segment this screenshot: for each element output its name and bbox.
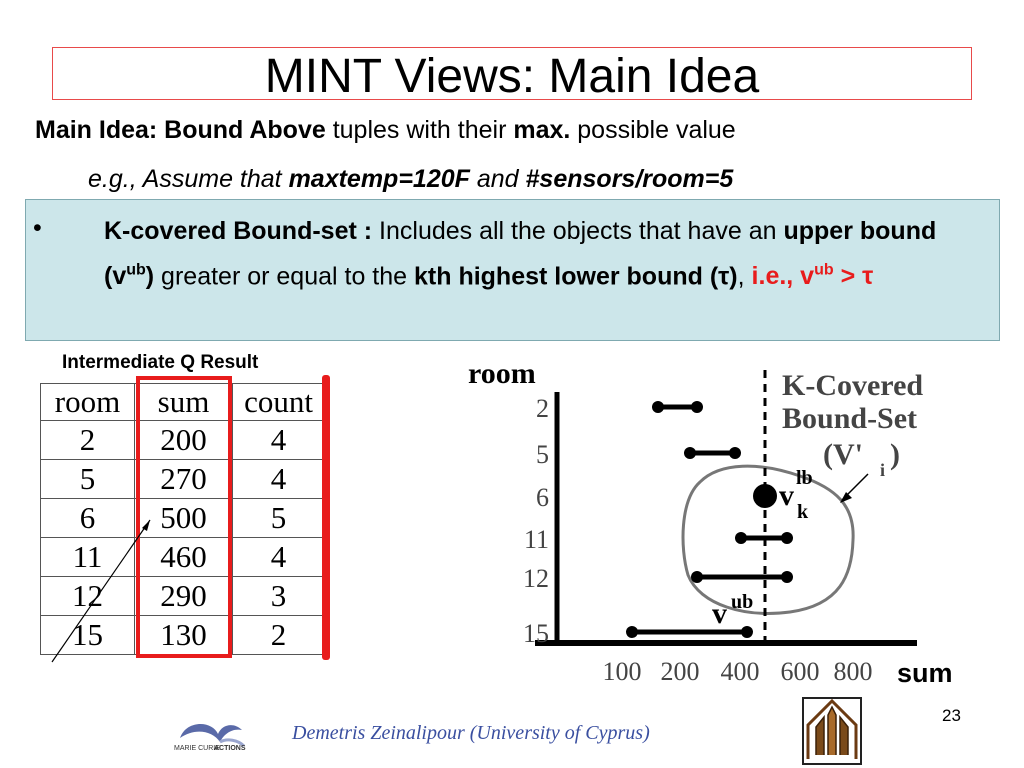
definition-term: K-covered Bound-set : <box>104 217 373 245</box>
header-sum: sum <box>135 384 233 421</box>
cell-sum: 290 <box>135 577 233 616</box>
interval-lower-end <box>652 401 664 413</box>
vk-superscript: lb <box>796 467 813 489</box>
x-tick-label: 600 <box>780 657 820 686</box>
interval-upper-end <box>781 571 793 583</box>
cell-room: 11 <box>41 538 135 577</box>
main-idea-bold: Main Idea: Bound Above <box>35 116 326 144</box>
y-tick-label: 12 <box>523 564 549 593</box>
example-maxtemp: maxtemp=120F <box>288 165 470 193</box>
cell-count: 4 <box>233 460 325 499</box>
bound-set-arrow-head <box>840 492 852 503</box>
y-axis-title: room <box>468 357 536 390</box>
main-idea-max: max. <box>513 116 571 144</box>
cell-count: 4 <box>233 538 325 577</box>
header-room: room <box>41 384 135 421</box>
bound-set-label-2: Bound-Set <box>782 402 918 435</box>
definition-text-3: , <box>737 262 752 291</box>
cell-room: 12 <box>41 577 135 616</box>
header-count: count <box>233 384 325 421</box>
cell-sum: 460 <box>135 538 233 577</box>
interval-lower-end <box>691 571 703 583</box>
interval-marks <box>626 401 793 638</box>
cell-sum: 200 <box>135 421 233 460</box>
vub-superscript: ub <box>731 591 754 613</box>
vub-label: v <box>712 597 727 630</box>
logo-text-1: MARIE CURIE <box>174 745 220 752</box>
interval-upper-end <box>691 401 703 413</box>
university-seal-logo <box>802 697 862 765</box>
bound-set-label-3: (V' <box>823 438 863 471</box>
cell-sum: 130 <box>135 616 233 655</box>
marie-curie-logo <box>172 716 254 756</box>
upper-bound-term: upper bound $(v^{ub})$ <box>104 217 937 291</box>
definition-text-2: greater or equal to the <box>154 262 414 291</box>
x-tick-label: 200 <box>660 657 700 686</box>
lower-bound-term: kth highest lower bound (τ) <box>414 262 738 291</box>
cell-room: 6 <box>41 499 135 538</box>
bound-set-subscript: i <box>880 460 886 480</box>
interval-upper-end <box>729 447 741 459</box>
x-tick-label: 400 <box>720 657 760 686</box>
definition-text-1: Includes all the objects that have an <box>372 217 784 245</box>
interval-lower-end <box>684 447 696 459</box>
cell-sum: 270 <box>135 460 233 499</box>
interval-lower-end <box>626 626 638 638</box>
pointer-arrow <box>52 520 150 662</box>
cell-count: 4 <box>233 421 325 460</box>
footer-author: Demetris Zeinalipour (University of Cyprus) <box>292 722 650 744</box>
example-text-1: e.g., Assume that <box>88 165 289 193</box>
slide-title: MINT Views: Main Idea <box>52 47 972 100</box>
y-tick-label: 15 <box>523 619 549 648</box>
example-text-2: and <box>469 165 526 193</box>
x-tick-label: 100 <box>602 657 642 686</box>
vk-subscript: k <box>797 501 809 523</box>
main-idea-text: tuples with their <box>325 116 514 144</box>
table-caption: Intermediate Q Result <box>62 352 259 373</box>
vk-label: v <box>779 479 794 512</box>
x-axis-title: sum <box>897 658 953 688</box>
y-tick-label: 5 <box>536 440 549 469</box>
bound-set-close: ) <box>890 438 900 471</box>
bullet-dot: • <box>33 214 42 242</box>
cell-count: 5 <box>233 499 325 538</box>
cell-sum: 500 <box>135 499 233 538</box>
bound-set-label-1: K-Covered <box>782 369 924 402</box>
interval-upper-end <box>781 532 793 544</box>
page-number: 23 <box>942 706 961 725</box>
interval-upper-end <box>741 626 753 638</box>
y-tick-labels <box>523 394 549 648</box>
cell-room: 15 <box>41 616 135 655</box>
condition-text: i.e., $v^{ub} > \tau$ <box>751 262 874 291</box>
example-sensors: #sensors/room=5 <box>525 165 734 193</box>
x-tick-label: 800 <box>833 657 873 686</box>
main-idea-text-end: possible value <box>570 116 736 144</box>
y-tick-label: 6 <box>536 483 549 512</box>
cell-room: 5 <box>41 460 135 499</box>
logo-text-2: ACTIONS <box>214 745 246 752</box>
y-tick-label: 11 <box>523 525 549 554</box>
cell-count: 2 <box>233 616 325 655</box>
cell-room: 2 <box>41 421 135 460</box>
y-tick-label: 2 <box>536 394 549 423</box>
x-tick-labels <box>603 657 873 686</box>
interval-lower-end <box>735 532 747 544</box>
cell-count: 3 <box>233 577 325 616</box>
